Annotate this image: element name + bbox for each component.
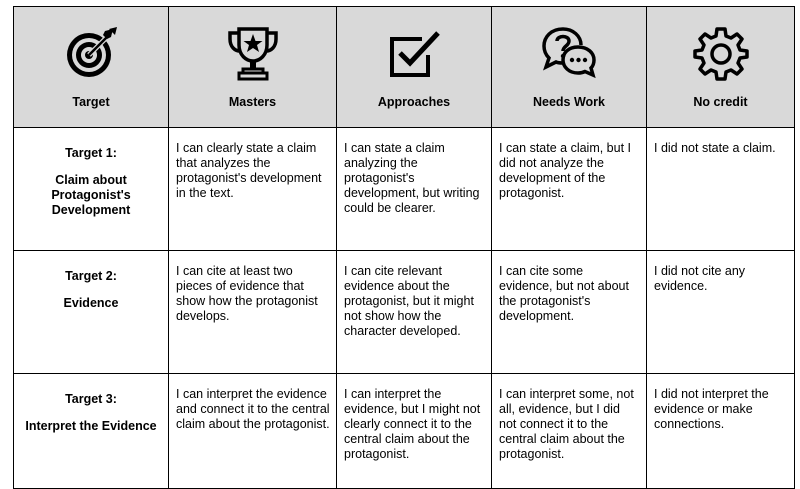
- table-row: [14, 251, 795, 374]
- row-title: Target 1:: [65, 146, 117, 160]
- row-title: Target 3:: [65, 392, 117, 406]
- header-label-approaches: Approaches: [377, 94, 451, 109]
- row-label-target-1: [14, 128, 169, 251]
- cell-no-credit: I did not interpret the evidence or make connections.: [647, 374, 795, 489]
- bullseye-target-icon: [63, 25, 119, 81]
- header-row: [14, 7, 795, 128]
- cell-needs-work: I can state a claim, but I did not analyze the development of the protagonist.: [492, 128, 647, 251]
- cell-masters: I can interpret the evidence and connect it to the central claim about the protagonist.: [169, 374, 337, 489]
- header-label-masters: Masters: [228, 94, 277, 109]
- row-subtitle: Claim about Protagonist's Development: [51, 173, 131, 217]
- row-label-target-3: [14, 374, 169, 489]
- header-cell-target: [14, 7, 169, 128]
- gear-icon: [693, 25, 749, 81]
- rubric-table: [13, 6, 795, 489]
- header-cell-approaches: [337, 7, 492, 128]
- checkbox-check-icon: [386, 25, 442, 81]
- table-row: [14, 374, 795, 489]
- header-label-no-credit: No credit: [693, 94, 748, 109]
- cell-needs-work: I can interpret some, not all, evidence, but I did not connect it to the central claim about the protagonist.: [492, 374, 647, 489]
- row-title: Target 2:: [65, 269, 117, 283]
- header-label-target: Target: [72, 94, 110, 109]
- row-subtitle: Interpret the Evidence: [25, 419, 157, 433]
- row-label-target-2: [14, 251, 169, 374]
- cell-masters: I can cite at least two pieces of evidence that show how the protagonist develops.: [169, 251, 337, 374]
- cell-needs-work: I can cite some evidence, but not about the protagonist's development.: [492, 251, 647, 374]
- row-subtitle: Evidence: [63, 296, 119, 310]
- question-speech-bubbles-icon: [541, 25, 597, 81]
- cell-no-credit: I did not cite any evidence.: [647, 251, 795, 374]
- header-cell-needs-work: [492, 7, 647, 128]
- cell-approaches: I can state a claim analyzing the protagonist's development, but writing could be clearer.: [337, 128, 492, 251]
- trophy-star-icon: [225, 25, 281, 81]
- cell-masters: I can clearly state a claim that analyzes the protagonist's development in the text.: [169, 128, 337, 251]
- header-cell-no-credit: [647, 7, 795, 128]
- cell-no-credit: I did not state a claim.: [647, 128, 795, 251]
- cell-approaches: I can cite relevant evidence about the protagonist, but it might not show how the character developed.: [337, 251, 492, 374]
- header-cell-masters: [169, 7, 337, 128]
- header-label-needs-work: Needs Work: [532, 94, 605, 109]
- table-row: [14, 128, 795, 251]
- cell-approaches: I can interpret the evidence, but I might not clearly connect it to the central claim about the protagonist.: [337, 374, 492, 489]
